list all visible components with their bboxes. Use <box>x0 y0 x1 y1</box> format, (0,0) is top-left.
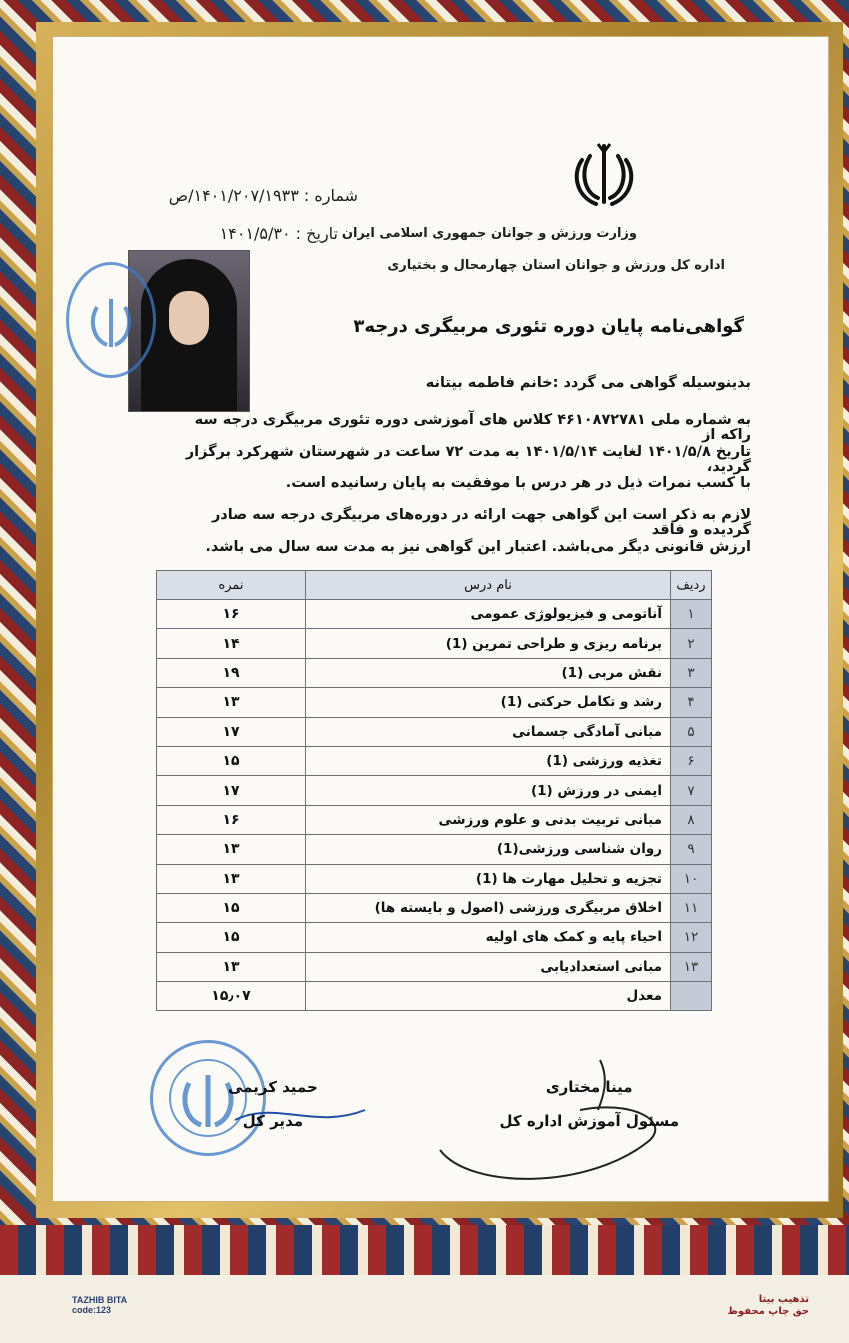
average-score: ۱۵٫۰۷ <box>157 982 306 1011</box>
table-row <box>157 864 712 893</box>
course-score: ۱۶ <box>157 805 306 834</box>
table-row <box>157 893 712 922</box>
letter-date: تاریخ : ۱۴۰۱/۵/۳۰ <box>219 224 338 243</box>
course-score: ۱۳ <box>157 835 306 864</box>
average-label: معدل <box>306 982 671 1011</box>
body-line-1: بدینوسیله گواهی می گردد :خانم فاطمه بیتانه <box>425 375 751 391</box>
signature-block-right <box>499 1078 679 1130</box>
course-name: نقش مربی (1) <box>306 658 671 687</box>
course-score: ۱۹ <box>157 658 306 687</box>
course-name: تجزیه و تحلیل مهارت ها (1) <box>306 864 671 893</box>
course-name: مبانی آمادگی جسمانی <box>306 717 671 746</box>
row-index: ۱۳ <box>671 952 712 981</box>
brand-name: TAZHIB BITA <box>72 1295 128 1305</box>
row-index: ۹ <box>671 835 712 864</box>
certificate-title: گواهی‌نامه پایان دوره تئوری مربیگری درجه۳ <box>353 316 744 337</box>
table-row <box>157 717 712 746</box>
row-index: ۸ <box>671 805 712 834</box>
row-index: ۲ <box>671 629 712 658</box>
photo-face <box>169 291 209 345</box>
body-line-6: ارزش قانونی دیگر می‌باشد. اعتبار این گواهی نیز به مدت سه سال می باشد. <box>205 539 751 555</box>
brand-name-fa: تذهیب بیتا <box>758 1294 809 1305</box>
course-score: ۱۵ <box>157 893 306 922</box>
grades-table <box>156 570 712 1011</box>
row-index: ۶ <box>671 746 712 775</box>
copyright-note: حق چاپ محفوظ <box>727 1305 809 1317</box>
table-row <box>157 600 712 629</box>
body-line-2: به شماره ملی ۴۶۱۰۸۷۲۷۸۱ کلاس های آموزشی دوره تئوری مربیگری درجه سه راکه از <box>194 412 751 443</box>
average-index-empty <box>671 982 712 1011</box>
course-name: احیاء پایه و کمک های اولیه <box>306 923 671 952</box>
row-index: ۴ <box>671 688 712 717</box>
body-line-4: با کسب نمرات ذیل در هر درس با موفقیت به پایان رسانیده است. <box>285 475 751 491</box>
signer-name-left: حمید کریمی <box>228 1078 318 1096</box>
iran-emblem-icon <box>568 138 640 210</box>
course-name: رشد و تکامل حرکتی (1) <box>306 688 671 717</box>
brand-code: code:123 <box>72 1304 112 1315</box>
course-score: ۱۷ <box>157 717 306 746</box>
table-row <box>157 923 712 952</box>
table-row <box>157 688 712 717</box>
course-score: ۱۶ <box>157 600 306 629</box>
footer-band <box>0 1275 849 1343</box>
course-score: ۱۳ <box>157 688 306 717</box>
course-score: ۱۴ <box>157 629 306 658</box>
header-score: نمره <box>157 571 306 600</box>
signer-title-right: مسئول آموزش اداره کل <box>499 1112 679 1130</box>
course-score: ۱۳ <box>157 952 306 981</box>
row-index: ۱۱ <box>671 893 712 922</box>
body-line-3: تاریخ ۱۴۰۱/۵/۸ لغایت ۱۴۰۱/۵/۱۴ به مدت ۷۲ ساعت در شهرستان شهرکرد برگزار گردید، <box>185 444 751 475</box>
course-name: تغذیه ورزشی (1) <box>306 746 671 775</box>
row-index: ۱ <box>671 600 712 629</box>
table-row <box>157 805 712 834</box>
course-name: ایمنی در ورزش (1) <box>306 776 671 805</box>
brand-right <box>728 1294 809 1317</box>
row-index: ۱۰ <box>671 864 712 893</box>
header-row-number: ردیف <box>671 571 712 600</box>
course-score: ۱۷ <box>157 776 306 805</box>
course-score: ۱۵ <box>157 746 306 775</box>
row-index: ۷ <box>671 776 712 805</box>
course-name: اخلاق مربیگری ورزشی (اصول و بایسته ها) <box>306 893 671 922</box>
table-row <box>157 952 712 981</box>
course-name: برنامه ریزی و طراحی تمرین (1) <box>306 629 671 658</box>
signer-name-right: مینا مختاری <box>545 1078 633 1096</box>
course-score: ۱۵ <box>157 923 306 952</box>
table-row <box>157 835 712 864</box>
letter-number: شماره : ۱۴۰۱/۲۰۷/۱۹۳۳/ص <box>168 186 358 205</box>
seal-emblem-icon <box>69 265 153 375</box>
header-course-name: نام درس <box>306 571 671 600</box>
table-row <box>157 746 712 775</box>
course-name: مبانی تربیت بدنی و علوم ورزشی <box>306 805 671 834</box>
course-score: ۱۳ <box>157 864 306 893</box>
row-index: ۳ <box>671 658 712 687</box>
course-name: مبانی استعدادیابی <box>306 952 671 981</box>
signer-title-left: مدیر کل <box>242 1112 304 1130</box>
signature-block-left <box>228 1078 318 1130</box>
body-line-5: لازم به ذکر است این گواهی جهت ارائه در دوره‌های مربیگری درجه سه صادر گردیده و فاقد <box>211 507 751 538</box>
photo-stamp-seal <box>66 262 156 378</box>
directorate-name: اداره کل ورزش و جوانان استان چهارمحال و بختیاری <box>387 258 725 273</box>
ministry-name: وزارت ورزش و جوانان جمهوری اسلامی ایران <box>341 226 637 241</box>
course-name: روان شناسی ورزشی(1) <box>306 835 671 864</box>
table-row <box>157 658 712 687</box>
table-header-row <box>157 571 712 600</box>
table-row <box>157 629 712 658</box>
row-index: ۱۲ <box>671 923 712 952</box>
row-index: ۵ <box>671 717 712 746</box>
table-row <box>157 776 712 805</box>
brand-left <box>72 1296 127 1316</box>
course-name: آناتومی و فیزیولوژی عمومی <box>306 600 671 629</box>
average-row <box>157 982 712 1011</box>
